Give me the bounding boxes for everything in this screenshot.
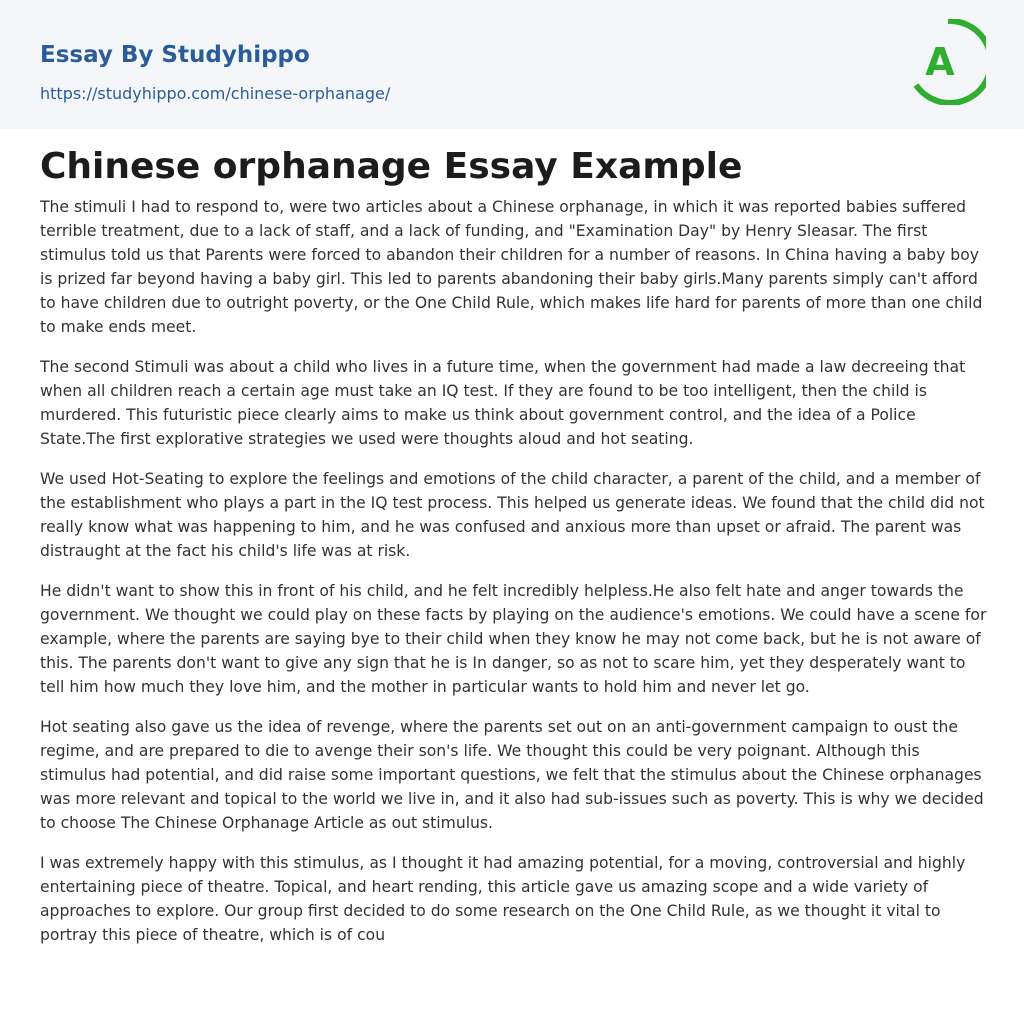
essay-paragraph: He didn't want to show this in front of his child, and he felt incredibly helpless.He also felt hate and anger towards the government. We thought we could play on these facts by playing on the audience's emotions. We could have a scene for example, where the parents are saying bye to their child when they know he may not come back, but he is not aware of this. The parents don't want to give any sign that he is In danger, so as not to scare him, yet they desperately want to tell him how much they love him, and the mother in particular wants to hold him and never let go. [40,582,987,696]
essay-paragraph: Hot seating also gave us the idea of revenge, where the parents set out on an anti-government campaign to oust the regime, and are prepared to die to avenge their son's life. We thought this could be very poignant. Although this stimulus had potential, and did raise some important questions, we felt that the stimulus about the Chinese orphanages was more relevant and topical to the world we live in, and it also had sub-issues such as poverty. This is why we decided to choose The Chinese Orphanage Article as out stimulus. [40,718,984,832]
site-brand[interactable]: Essay By Studyhippo [40,42,310,68]
site-header [0,0,1024,129]
essay-paragraph: I was extremely happy with this stimulus, as I thought it had amazing potential, for a moving, controversial and highly entertaining piece of theatre. Topical, and heart rending, this article gave us amazing scope and a wide variety of approaches to explore. Our group first decided to do some research on the One Child Rule, as we thought it vital to portray this piece of theatre, which is of cou [40,854,966,944]
studyhippo-logo-icon[interactable] [912,19,986,105]
logo-letter: A [925,40,955,84]
essay-paragraph: The second Stimuli was about a child who lives in a future time, when the government had made a law decreeing that when all children reach a certain age must take an IQ test. If they are found to be too intelligent, then the child is murdered. This futuristic piece clearly aims to make us think about government control, and the idea of a Police State.The first explorative strategies we used were thoughts aloud and hot seating. [40,358,966,448]
essay-paragraph: The stimuli I had to respond to, were two articles about a Chinese orphanage, in which it was reported babies suffered terrible treatment, due to a lack of staff, and a lack of funding, and "Examination Day" by Henry Sleasar. The first stimulus told us that Parents were forced to abandon their children for a number of reasons. In China having a baby boy is prized far beyond having a baby girl. This led to parents abandoning their baby girls.Many parents simply can't afford to have children due to outright poverty, or the One Child Rule, which makes life hard for parents of more than one child to make ends meet. [40,198,983,336]
essay-url-link[interactable]: https://studyhippo.com/chinese-orphanage/ [40,84,391,103]
page-title: Chinese orphanage Essay Example [40,146,743,187]
essay-paragraph: We used Hot-Seating to explore the feelings and emotions of the child character, a parent of the child, and a member of the establishment who plays a part in the IQ test process. This helped us generate ideas. We found that the child did not really know what was happening to him, and he was confused and anxious more than upset or afraid. The parent was distraught at the fact his child's life was at risk. [40,470,985,560]
essay-body [40,195,988,963]
